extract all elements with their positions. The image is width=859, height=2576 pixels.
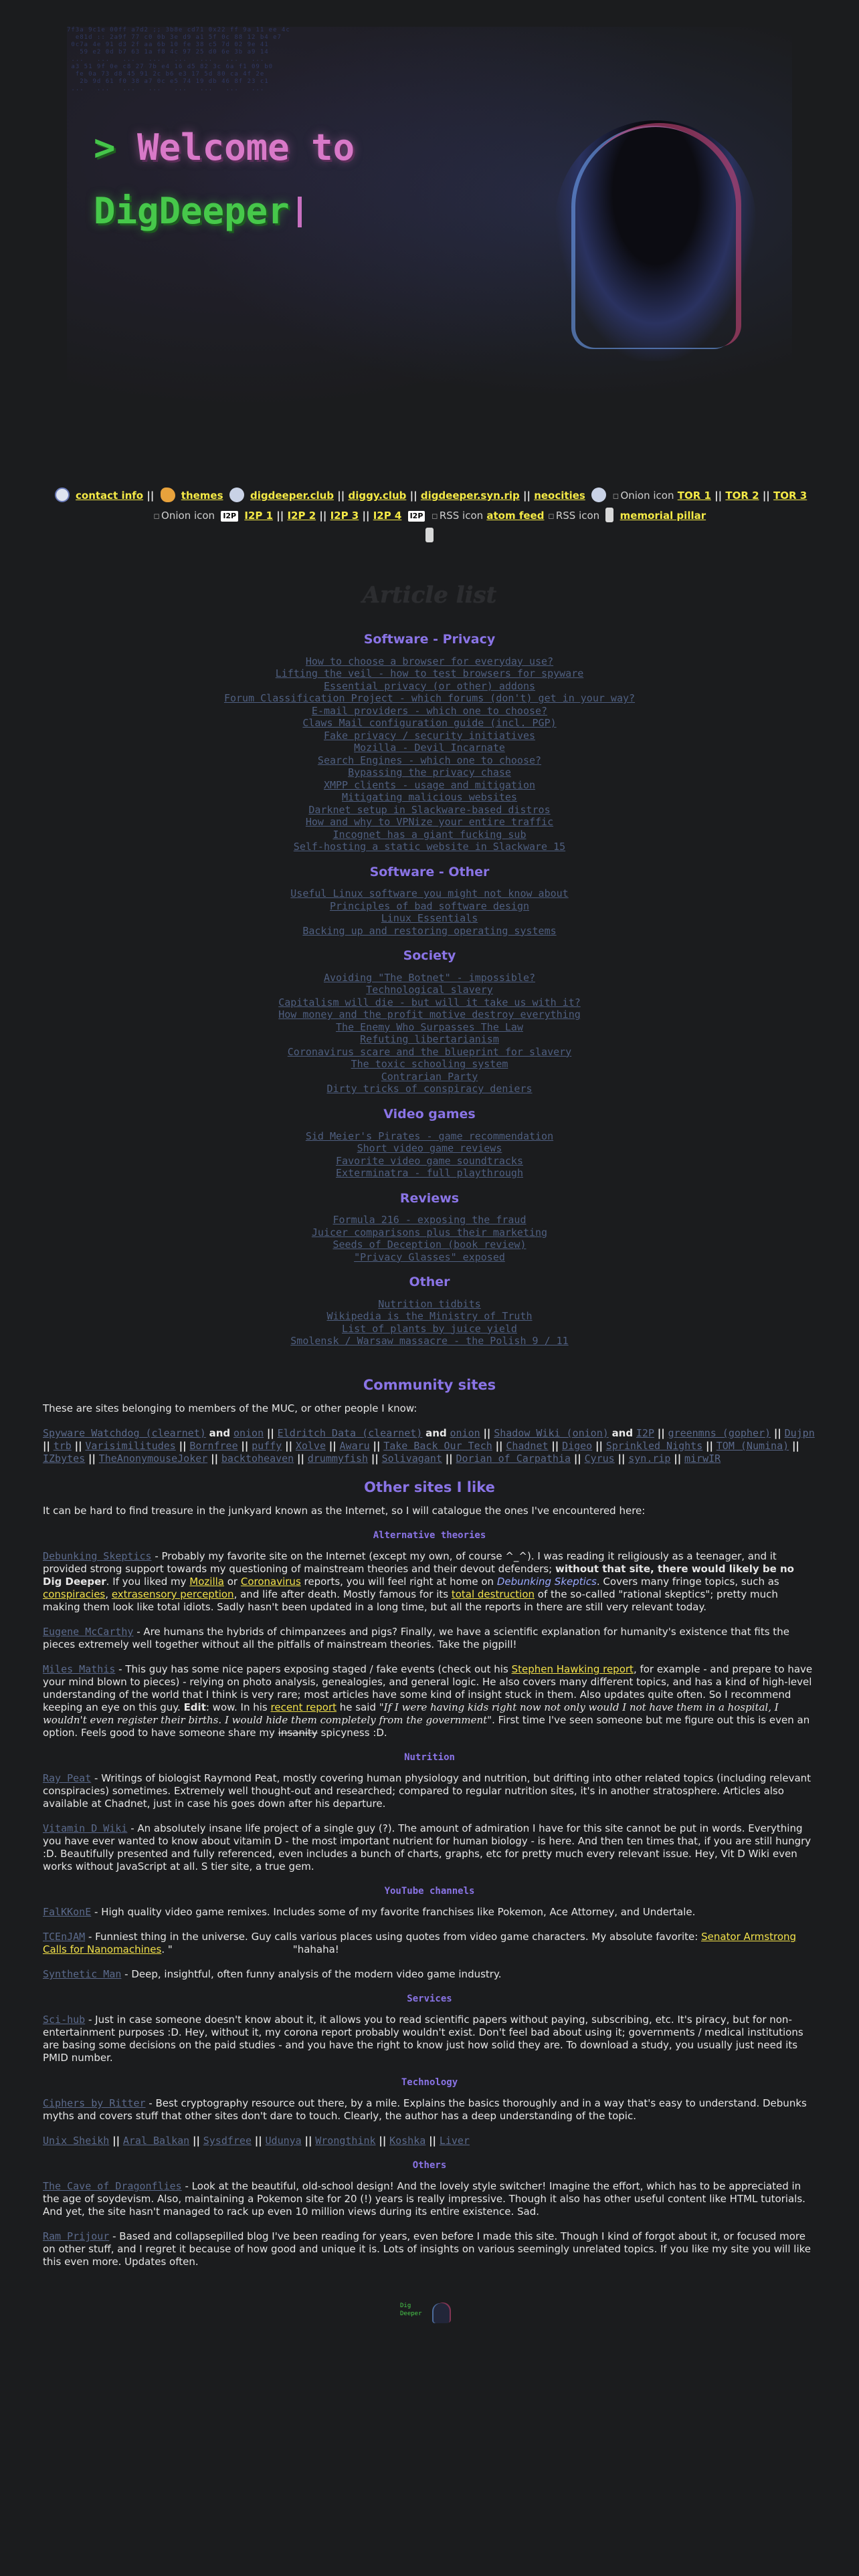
onion-icon: ▫ Onion icon — [612, 490, 674, 502]
community-intro: These are sites belonging to members of the MUC, or other people I know: — [43, 1402, 417, 1414]
site-link[interactable]: Shadow Wiki (onion) — [494, 1427, 609, 1439]
article-link[interactable]: Dirty tricks of conspiracy deniers — [326, 1083, 533, 1095]
article-link[interactable]: Smolensk / Warsaw massacre - the Polish 9 / 11 — [290, 1335, 569, 1348]
article-link[interactable]: The Enemy Who Surpasses The Law — [336, 1021, 523, 1033]
site-link[interactable]: Solivagant — [381, 1453, 442, 1465]
link-separator: || — [371, 1453, 379, 1465]
text: - Best cryptography resource out there, by a mile. Explains the basics thoroughly and in a way that's easy to understand. Debunks myths and covers stuff that other sites don't dare to touch. Clearly, the author has a deep understanding of the topic. — [43, 2097, 807, 2122]
dragonflies-entry — [43, 2180, 816, 2218]
text: , — [105, 1588, 112, 1600]
link-separator: || — [595, 1440, 603, 1452]
anon-mask-icon — [591, 488, 606, 502]
article-link[interactable]: List of plants by juice yield — [342, 1322, 517, 1335]
rss-icon: ▫ RSS icon — [432, 510, 484, 522]
text: spicyness :D. — [317, 1727, 387, 1739]
site-link[interactable]: I2P — [636, 1427, 654, 1439]
article-list — [0, 621, 859, 1348]
section-title-other-software: Software - Other — [369, 864, 490, 879]
falkkone-entry — [43, 1906, 816, 1919]
article-link[interactable]: Refuting libertarianism — [360, 1033, 499, 1046]
link-separator: || — [43, 1440, 50, 1452]
contact-icon — [55, 488, 70, 502]
link-separator: and — [425, 1427, 447, 1439]
section-title-video-games: Video games — [383, 1106, 476, 1121]
article-link[interactable]: Claws Mail configuration guide (incl. PGP) — [302, 717, 557, 730]
link-separator: || — [88, 1453, 96, 1465]
link-separator: || — [773, 1427, 781, 1439]
nav-tor-3[interactable]: TOR 3 — [773, 490, 807, 502]
tcenjam-link[interactable]: TCEnJAM — [43, 1931, 86, 1943]
link-separator: || — [617, 1453, 626, 1465]
other-links — [0, 1298, 859, 1348]
link-separator: || — [241, 1440, 249, 1452]
site-link[interactable]: mirwIR — [684, 1453, 721, 1465]
site-link[interactable]: syn.rip — [628, 1453, 671, 1465]
text: . " — [161, 1943, 173, 1955]
nav-diggy-club[interactable]: diggy.club — [348, 490, 407, 502]
tech-links — [43, 2135, 816, 2147]
senator-armstrong-link[interactable]: Senator Armstrong Calls for Nanomachines — [43, 1931, 797, 1955]
nav-separator: || — [276, 510, 284, 522]
site-link[interactable]: Chadnet — [506, 1440, 549, 1452]
link-separator: || — [297, 1453, 304, 1465]
article-link[interactable]: Seeds of Deception (book review) — [332, 1239, 527, 1251]
nav-neocities[interactable]: neocities — [534, 490, 585, 502]
article-link[interactable]: Exterminatra - full playthrough — [336, 1167, 523, 1180]
article-link[interactable]: XMPP clients - usage and mitigation — [323, 778, 536, 791]
nav-separator: || — [409, 490, 417, 502]
link-separator: || — [483, 1427, 491, 1439]
site-link[interactable]: Spyware Watchdog (clearnet) — [43, 1427, 206, 1439]
debunking-skeptics-link[interactable]: Debunking Skeptics — [43, 1550, 152, 1562]
text: . First time I've seen someone but me figure out this is even an option. Feels good to have someone share my — [43, 1714, 810, 1739]
site-link[interactable]: Varisimilitudes — [85, 1440, 176, 1452]
article-link[interactable]: Coronavirus scare and the blueprint for slavery — [287, 1045, 572, 1058]
text: of the so-called "rational skeptics"; pretty much making them look like total idiots. Sadly hasn't been updated in a long time, but all the reports in there are still very relevant today. — [43, 1588, 778, 1613]
site-link[interactable]: greenmns (gopher) — [668, 1427, 771, 1439]
miles-mathis-link[interactable]: Miles Mathis — [43, 1663, 116, 1675]
text: - Are humans the hybrids of chimpanzees and pigs? Finally, we have a scientific explanation for humanity's existence that fits the pieces extremely well together without all the pitfalls of mainstream theories. Take the pigpill! — [43, 1626, 789, 1650]
article-link[interactable]: Self-hosting a static website in Slackware 15 — [293, 841, 566, 853]
reviews-links — [0, 1214, 859, 1263]
link-separator: || — [304, 2135, 312, 2147]
hawking-report-link[interactable]: Stephen Hawking report — [511, 1663, 634, 1675]
link-separator: || — [193, 2135, 200, 2147]
article-link[interactable]: How money and the profit motive destroy everything — [278, 1008, 581, 1021]
rss-icon: ▫ RSS icon — [548, 510, 600, 522]
nav-digdeeper-syn[interactable]: digdeeper.syn.rip — [420, 490, 520, 502]
article-link[interactable]: The toxic schooling system — [351, 1058, 508, 1071]
article-link[interactable]: Short video game reviews — [357, 1142, 502, 1155]
nav-separator: || — [337, 490, 345, 502]
article-link[interactable]: Forum Classification Project - which forums (don't) get in your way? — [223, 692, 636, 705]
conspiracies-link[interactable]: conspiracies — [43, 1588, 106, 1600]
mozilla-link[interactable]: Mozilla — [189, 1576, 224, 1588]
site-link[interactable]: Cyrus — [584, 1453, 615, 1465]
vitamin-d-entry — [43, 1822, 816, 1873]
esp-link[interactable]: extrasensory perception — [111, 1588, 234, 1600]
society-links — [0, 972, 859, 1095]
synthetic-man-link[interactable]: Synthetic Man — [43, 1968, 122, 1980]
link-separator: || — [112, 2135, 120, 2147]
text: he said — [337, 1701, 379, 1713]
article-link[interactable]: Lifting the veil - how to test browsers for spyware — [275, 667, 584, 680]
link-separator: || — [445, 1453, 453, 1465]
scihub-link[interactable]: Sci-hub — [43, 2014, 86, 2026]
link-separator: and — [611, 1427, 634, 1439]
pillar-icon — [425, 528, 434, 542]
article-link[interactable]: Principles of bad software design — [329, 899, 529, 912]
text: . Covers many fringe topics, such as — [596, 1576, 779, 1588]
link-separator: || — [328, 1440, 337, 1452]
site-brand — [94, 187, 302, 236]
recent-report-link[interactable]: recent report — [270, 1701, 337, 1713]
footer-logo-top: Dig — [400, 2302, 411, 2309]
link-separator: || — [179, 1440, 187, 1452]
text: reports, you will feel right at home on — [300, 1576, 497, 1588]
article-link[interactable]: Useful Linux software you might not know about — [290, 887, 569, 900]
link-separator: || — [266, 1427, 274, 1439]
services-title: Services — [407, 1994, 452, 2004]
eugene-mccarthy-entry — [43, 1626, 816, 1651]
coronavirus-link[interactable]: Coronavirus — [240, 1576, 301, 1588]
link-separator: || — [373, 1440, 381, 1452]
text: - Just in case someone doesn't know about it, it allows you to read scientific papers without paying, subscribing, etc. It's piracy, but for non-entertainment purposes :D. Hey, without it, my corona report probably wouldn't exist. Don't feel bad about using it; governments / medical institutions are basing some decisions on the paid studies - and you have the right to know just how solid they are. To download a study, you usually just need its PMID number. — [43, 2014, 803, 2064]
text: - Writings of biologist Raymond Peat, mostly covering human physiology and nutrition, but drifting into other related topics (including relevant conspiracies) sometimes. Extremely well thought-out and researched; compared to regular nutrition sites, it's in another stratosphere. Articles also available at Chadnet, just in case his goes down after his departure. — [43, 1772, 812, 1810]
nav-i2p-4[interactable]: I2P 4 — [373, 510, 402, 522]
text: or — [223, 1576, 241, 1588]
site-link[interactable]: puffy — [252, 1440, 282, 1452]
site-link[interactable]: Eldritch Data (clearnet) — [277, 1427, 423, 1439]
site-link[interactable]: Sysdfree — [203, 2135, 252, 2147]
link-separator: || — [791, 1440, 799, 1452]
privacy-links — [0, 655, 859, 853]
text: - Funniest thing in the universe. Guy calls various places using quotes from video game characters. My absolute favorite: — [85, 1931, 702, 1943]
nav-memorial-pillar[interactable]: memorial pillar — [619, 510, 706, 522]
article-link[interactable]: Contrarian Party — [381, 1070, 478, 1083]
link-separator: || — [429, 2135, 437, 2147]
site-link[interactable]: onion — [233, 1427, 264, 1439]
ciphers-entry — [43, 2097, 816, 2123]
article-link[interactable]: Sid Meier's Pirates - game recommendation — [305, 1130, 554, 1142]
article-link[interactable]: Essential privacy (or other) addons — [323, 679, 536, 692]
article-link[interactable]: Search Engines - which one to choose? — [317, 754, 542, 766]
text-strike: insanity — [278, 1727, 318, 1739]
article-link[interactable]: E-mail providers - which one to choose? — [311, 704, 548, 717]
nav-separator: || — [714, 490, 723, 502]
ray-peat-entry — [43, 1772, 816, 1810]
alt-theories-title: Alternative theories — [373, 1530, 486, 1541]
footer-logo-bottom: Deeper — [400, 2311, 422, 2318]
anon-mask-icon — [229, 488, 244, 502]
hooded-figure-outline — [575, 127, 736, 348]
nav-i2p-2[interactable]: I2P 2 — [287, 510, 316, 522]
site-link[interactable]: Aral Balkan — [122, 2135, 190, 2147]
site-link[interactable]: TheAnonymouseJoker — [98, 1453, 208, 1465]
i2p-icon: I2P — [221, 511, 238, 522]
nav-digdeeper-club[interactable]: digdeeper.club — [250, 490, 335, 502]
matrix-background: 7f3a 9c1e 00ff a7d2 ;; 3b8e cd71 0x22 ff 9a 11 ee 4c e81d :: 2a9f 77 c0 0b 3e d9 a1 5f 0c 88 12 b4 e7 0c7a 4e 91 d3 2f aa 6b 10 fe 38 c5 7d 02 9e 41 59 e2 0d b7 63 1a f8 4c 97 25 d0 6e 3b a9 14 ... ... ... ... ... ... ... ... a3 51 9f 0e c8 27 7b e4 16 d5 82 3c 6a f1 09 b0 fe 0a 73 d8 45 91 2c b6 e3 17 5d 80 ca 4f 2e 2b 9d 61 f0 38 a7 0c e5 74 19 db 46 8f 23 c1 ... ... ... ... ... ... ... ... — [67, 27, 290, 92]
vitamin-d-link[interactable]: Vitamin D Wiki — [43, 1822, 128, 1834]
site-link[interactable]: TOM (Numina) — [716, 1440, 789, 1452]
palette-icon — [161, 488, 175, 502]
article-list-title: Article list — [362, 582, 497, 609]
others-title: Others — [412, 2160, 447, 2171]
text: - High quality video game remixes. Includes some of my favorite franchises like Pokemon, Ace Attorney, and Undertale. — [91, 1906, 696, 1918]
text: , and life after death. Mostly famous for its — [233, 1588, 452, 1600]
link-separator: || — [657, 1427, 665, 1439]
scihub-entry — [43, 2014, 816, 2064]
site-link[interactable]: IZbytes — [43, 1453, 86, 1465]
text: - Deep, insightful, often funny analysis of the modern video game industry. — [121, 1968, 502, 1980]
text: "hahaha! — [292, 1943, 339, 1955]
site-link[interactable]: trb — [53, 1440, 72, 1452]
nav-tor-2[interactable]: TOR 2 — [725, 490, 759, 502]
text-bold: Edit — [183, 1701, 206, 1713]
dragonflies-link[interactable]: The Cave of Dragonflies — [43, 2180, 182, 2192]
nav-separator: || — [362, 510, 370, 522]
debunking-skeptics-entry — [43, 1550, 816, 1614]
top-nav — [40, 486, 819, 546]
nav-separator: || — [319, 510, 327, 522]
video-games-links — [0, 1130, 859, 1180]
article-link[interactable]: Linux Essentials — [381, 912, 478, 925]
welcome-text: Welcome to — [137, 126, 355, 169]
article-link[interactable]: Favorite video game soundtracks — [336, 1154, 523, 1167]
prompt-symbol: > — [94, 126, 116, 169]
site-link[interactable]: Liver — [439, 2135, 470, 2147]
text: - Probably my favorite site on the Internet (except my own, of course ^_^). I was reading it religiously as a teenager, and it provided strong support towards my questioning of mainstream theories and their devout defenders; — [43, 1550, 777, 1575]
nutrition-title: Nutrition — [404, 1752, 455, 1763]
link-separator: || — [674, 1453, 682, 1465]
text-bold: without that site, there would likely be no Dig Deeper — [43, 1563, 794, 1588]
article-link[interactable]: Capitalism will die - but will it take us with it? — [278, 996, 581, 1008]
other-sites-intro: It can be hard to find treasure in the junkyard known as the Internet, so I will catalogue the ones I've encountered here: — [43, 1505, 646, 1517]
nav-themes[interactable]: themes — [181, 490, 223, 502]
article-link[interactable]: Wikipedia is the Ministry of Truth — [326, 1310, 533, 1323]
nav-contact-info[interactable]: contact info — [76, 490, 144, 502]
site-link[interactable]: backtoheaven — [221, 1453, 294, 1465]
site-link[interactable]: Sprinkled Nights — [605, 1440, 703, 1452]
synthetic-man-entry — [43, 1968, 816, 1981]
site-link[interactable]: Digeo — [562, 1440, 593, 1452]
article-link[interactable]: Darknet setup in Slackware-based distros — [308, 803, 551, 816]
article-link[interactable]: Bypassing the privacy chase — [348, 766, 511, 779]
miles-mathis-entry — [43, 1663, 816, 1739]
link-separator: || — [495, 1440, 503, 1452]
site-link[interactable]: Bornfree — [189, 1440, 238, 1452]
text: - An absolutely insane life project of a single guy (?). The amount of admiration I have for this site cannot be put in words. Everything you have ever wanted to know about vitamin D - the most important nutrient for human biology - is here. And then ten times that, if you are still hungry :D. Beautifully presented and fully referenced, even includes a bunch of charts, graphs, etc for pretty much every relevant issue. Hey, Vit D Wiki even works without JavaScript at all. S tier site, a true gem. — [43, 1822, 812, 1872]
onion-icon: ▫ Onion icon — [153, 510, 215, 522]
site-link[interactable]: Dorian of Carpathia — [456, 1453, 571, 1465]
article-link[interactable]: Nutrition tidbits — [378, 1297, 481, 1310]
article-link[interactable]: Incognet has a giant fucking sub — [332, 828, 527, 841]
community-sites — [43, 1427, 816, 1465]
section-title-other: Other — [409, 1275, 450, 1290]
article-link[interactable]: Mozilla - Devil Incarnate — [354, 742, 505, 754]
hero-banner — [67, 27, 792, 455]
nav-tor-1[interactable]: TOR 1 — [677, 490, 711, 502]
welcome-heading — [94, 124, 355, 173]
site-link[interactable]: Udunya — [265, 2135, 302, 2147]
text-italic: Debunking Skeptics — [496, 1576, 597, 1588]
quote: "If I were having kids right now not only would I not have them in a hospital, I wouldn't even register their births. I would hide them completely from the government" — [43, 1701, 779, 1726]
nav-separator: || — [523, 490, 531, 502]
total-destruction-link[interactable]: total destruction — [451, 1588, 535, 1600]
article-link[interactable]: Backing up and restoring operating systems — [302, 924, 557, 937]
footer-logo[interactable] — [400, 2302, 460, 2329]
link-separator: || — [285, 1440, 293, 1452]
site-link[interactable]: Awaru — [339, 1440, 370, 1452]
nav-i2p-1[interactable]: I2P 1 — [244, 510, 274, 522]
cursor-block — [298, 197, 302, 227]
nav-i2p-3[interactable]: I2P 3 — [330, 510, 359, 522]
section-title-society: Society — [403, 948, 456, 964]
nav-atom-feed[interactable]: atom feed — [486, 510, 545, 522]
site-link[interactable]: Dujpn — [784, 1427, 815, 1439]
link-separator: || — [573, 1453, 581, 1465]
text: - Look at the beautiful, old-school design! And the lovely style switcher! Imagine the effort, which has to be appreciated in the age of soydevism. Also, maintaining a Pokemon site for 20 (!) years is really impressive. Though it also has other useful content like HTML tutorials. And yet, the site hasn't managed to rack up even 10 million views during its entire existence. Sad. — [43, 2180, 805, 2218]
link-separator: || — [254, 2135, 262, 2147]
article-link[interactable]: Mitigating malicious websites — [342, 791, 517, 804]
section-title-reviews: Reviews — [399, 1190, 460, 1206]
link-separator: || — [211, 1453, 219, 1465]
i2p-icon: I2P — [408, 511, 425, 522]
falkkone-link[interactable]: FalKKonE — [43, 1906, 92, 1918]
article-link[interactable]: Fake privacy / security initiatives — [323, 729, 536, 742]
link-separator: and — [209, 1427, 231, 1439]
text: - Based and collapsepilled blog I've been reading for years, even before I made this site. Though I kind of forgot about it, or focused more on other stuff, and I regret it because of how good and unique it is. Lots of insights on various seemingly unrelated topics. If you like my site you will like this even more. Updates often. — [43, 2230, 811, 2268]
ray-peat-link[interactable]: Ray Peat — [43, 1772, 92, 1784]
eugene-mccarthy-link[interactable]: Eugene McCarthy — [43, 1626, 134, 1638]
footer-hood-icon — [434, 2303, 450, 2323]
article-link[interactable]: Avoiding "The Botnet" - impossible? — [323, 971, 536, 984]
section-title-privacy: Software - Privacy — [363, 632, 496, 647]
nav-separator: || — [762, 490, 770, 502]
site-link[interactable]: Take Back Our Tech — [383, 1440, 492, 1452]
article-link[interactable]: Formula 216 - exposing the fraud — [332, 1214, 527, 1226]
link-separator: || — [379, 2135, 387, 2147]
youtube-title: YouTube channels — [384, 1886, 475, 1897]
ram-prijour-entry — [43, 2230, 816, 2268]
article-link[interactable]: How and why to VPNize your entire traffic — [305, 816, 554, 829]
site-link[interactable]: onion — [450, 1427, 480, 1439]
text: . If you liked my — [106, 1576, 190, 1588]
link-separator: || — [706, 1440, 713, 1452]
community-title: Community sites — [363, 1377, 496, 1393]
site-link[interactable]: Koshka — [389, 2135, 426, 2147]
site-link[interactable]: drummyfish — [307, 1453, 369, 1465]
text: , for example - and prepare to have your mind blown to pieces) - relying on photo analysis, genealogies, and general logic. He also covers many different topics, and has a kind of high-level understanding of the world that I think is very rare; most articles have some kind of insight stuck in them. Also updates quite often. So I recommend keeping an eye on this guy. — [43, 1663, 813, 1713]
link-separator: || — [74, 1440, 82, 1452]
sites-content — [43, 1379, 816, 2280]
link-separator: || — [551, 1440, 559, 1452]
site-link[interactable]: Wrongthink — [315, 2135, 376, 2147]
article-link[interactable]: Juicer comparisons plus their marketing — [311, 1226, 548, 1239]
nav-separator: || — [147, 490, 155, 502]
technology-title: Technology — [401, 2077, 458, 2088]
ram-prijour-link[interactable]: Ram Prijour — [43, 2230, 110, 2242]
tcenjam-entry — [43, 1931, 816, 1956]
article-link[interactable]: How to choose a browser for everyday use? — [305, 655, 554, 667]
text: - This guy has some nice papers exposing staged / fake events (check out his — [115, 1663, 512, 1675]
site-link[interactable]: Xolve — [295, 1440, 326, 1452]
text: : wow. In his — [205, 1701, 271, 1713]
other-software-links — [0, 887, 859, 937]
site-link[interactable]: Unix Sheikh — [43, 2135, 110, 2147]
other-sites-title: Other sites I like — [364, 1479, 495, 1495]
article-link[interactable]: "Privacy Glasses" exposed — [354, 1251, 505, 1263]
brand-text: DigDeeper — [94, 190, 290, 232]
article-link[interactable]: Technological slavery — [366, 984, 493, 996]
ciphers-link[interactable]: Ciphers by Ritter — [43, 2097, 146, 2109]
pillar-icon — [605, 508, 613, 522]
